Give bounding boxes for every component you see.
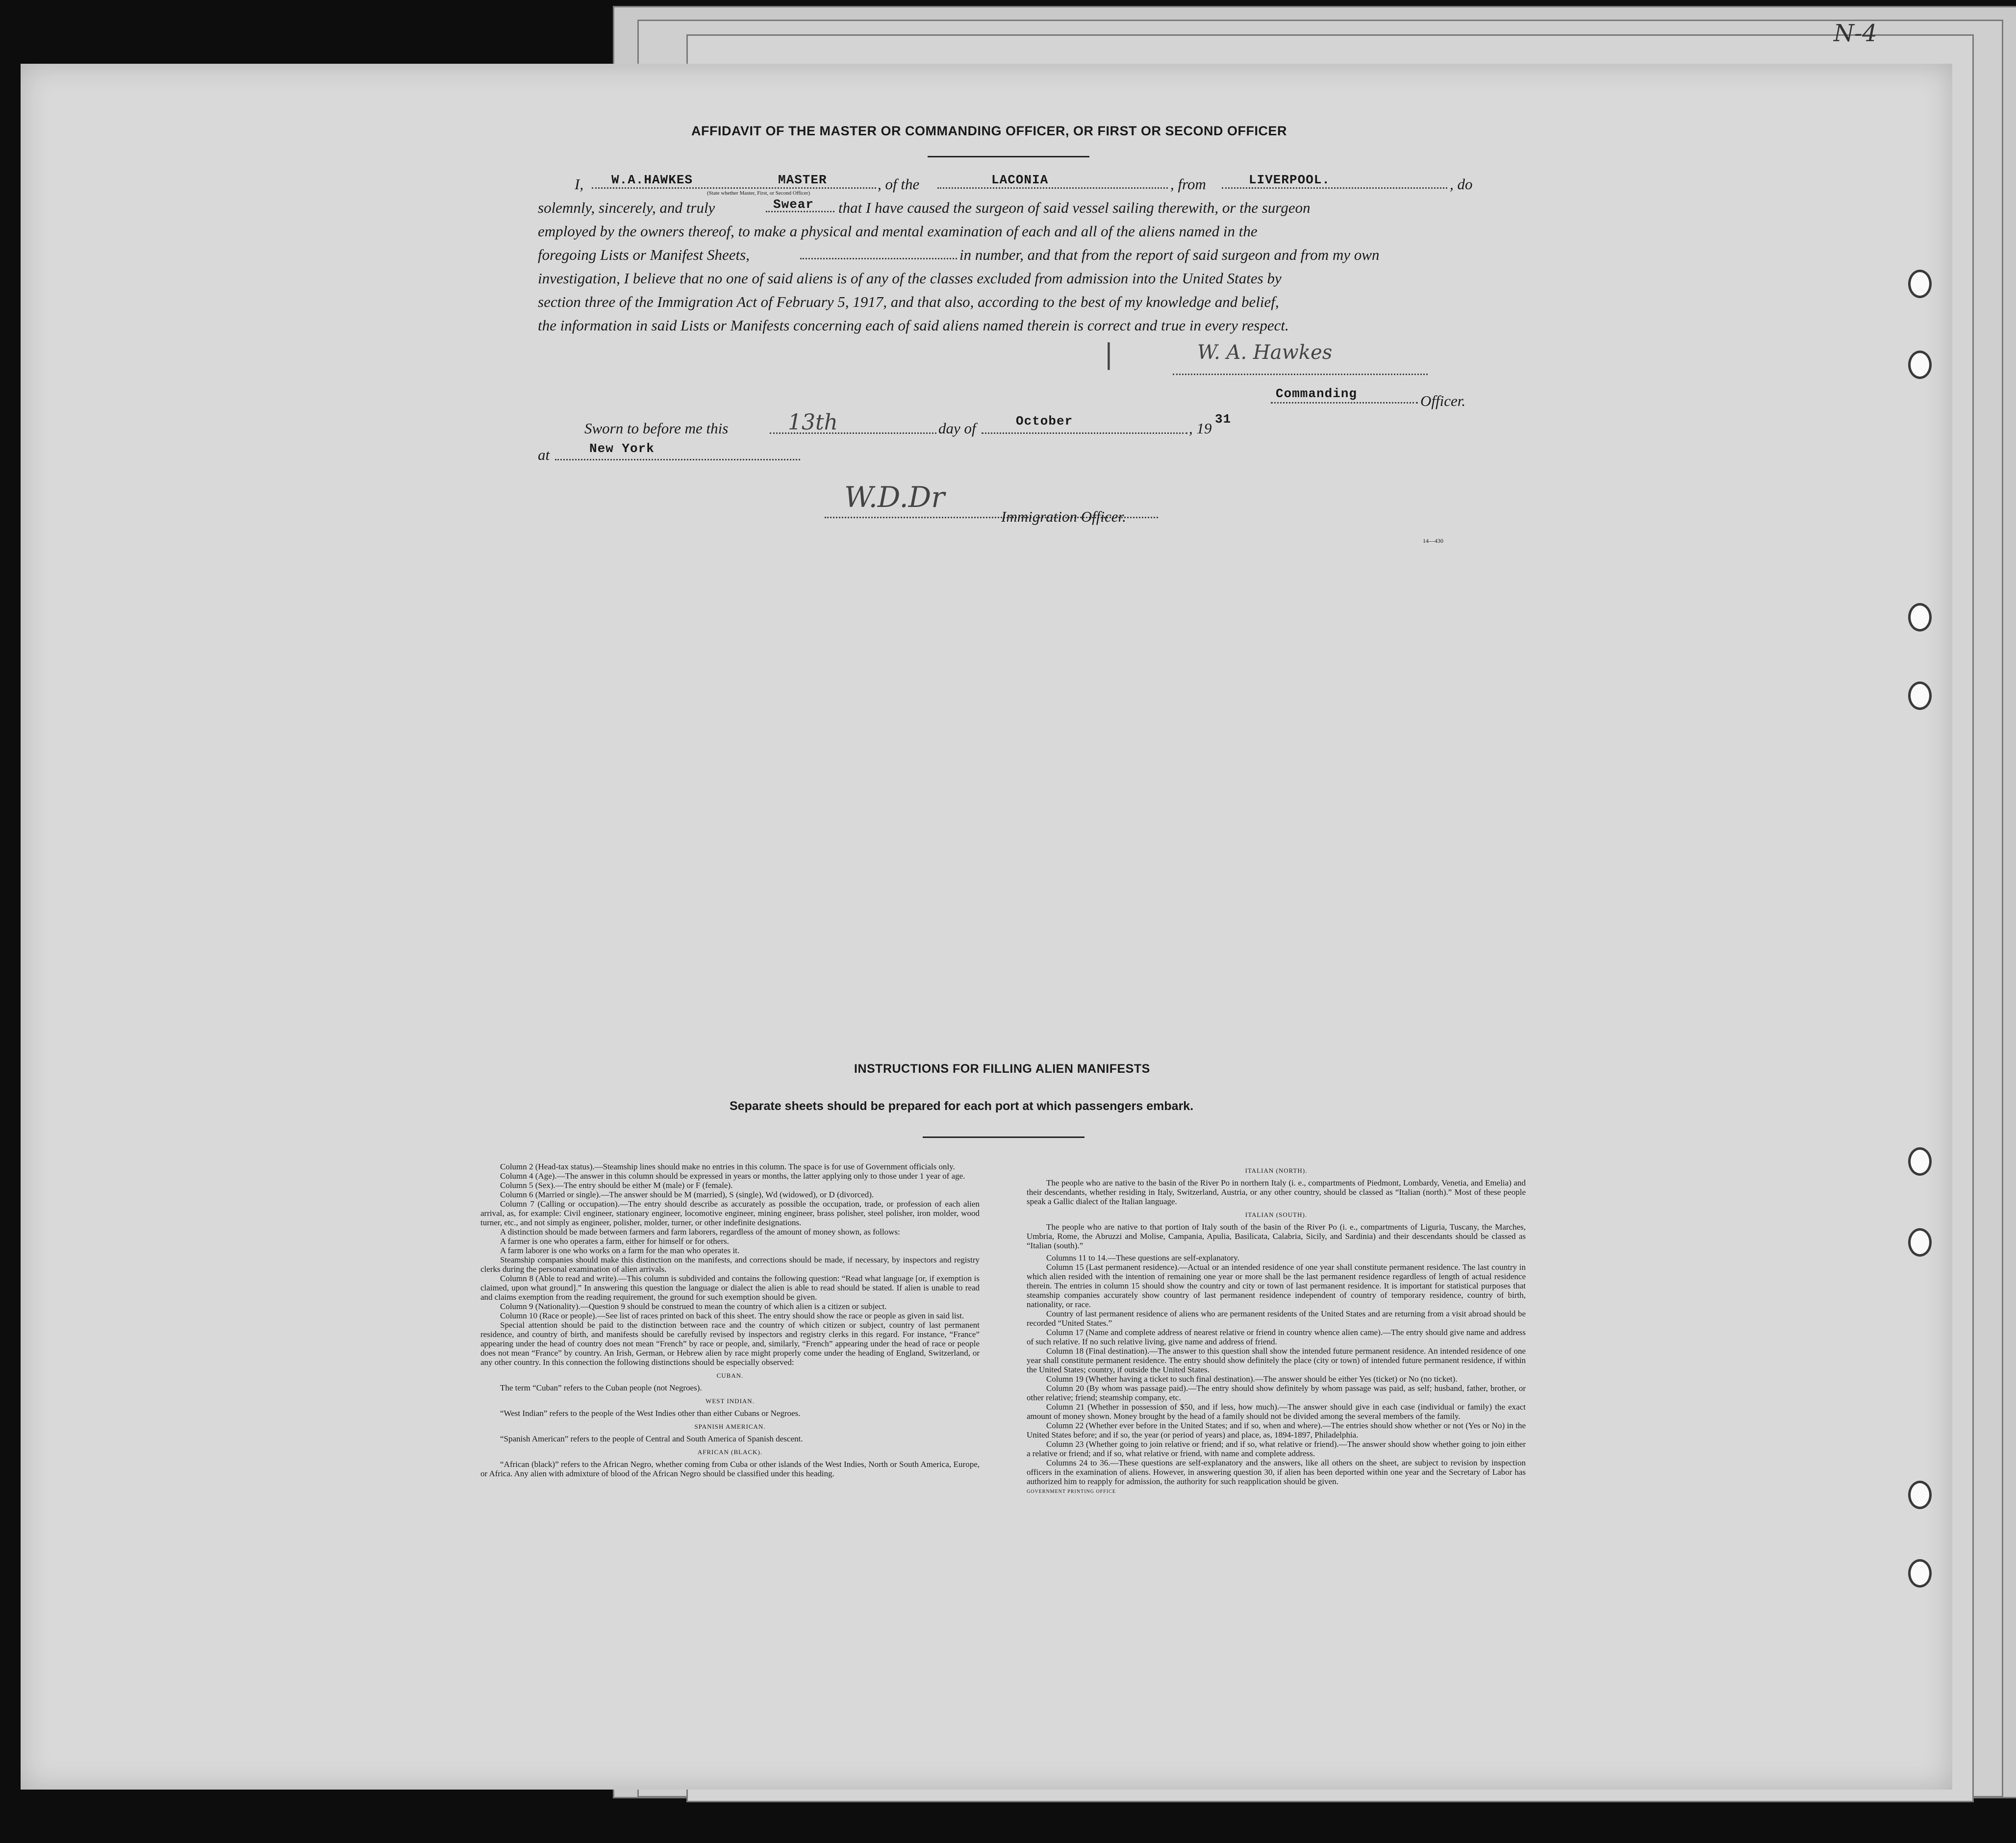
year-prefix: , 19 [1189, 420, 1212, 437]
punch-hole [1908, 682, 1932, 710]
affidavit-line-6: section three of the Immigration Act of February 5, 1917, and that also, according to the best of my knowledge and belief, [538, 293, 1279, 310]
instruction-paragraph: Special attention should be paid to the distinction between race and the country of which citizen or subject, country of last permanent residence, and country of birth, and manifests should be carefully revised by inspectors and registry clerks in this regard. For instance, “France” appearing under the head of country does not mean “French” by race or people, and, similarly, “French” appearing under the head of race or people does not mean “France” by country. An Irish, German, or Hebrew alien by race might properly come under the heading of England, Switzerland, or any other country. In this connection the following distinctions should be especially observed: [480, 1320, 980, 1367]
title-blank [1271, 402, 1418, 404]
day-of-label: day of [938, 420, 976, 437]
sworn-place: New York [589, 441, 655, 456]
affidavit-line-7: the information in said Lists or Manifests concerning each of said aliens named therein is correct and true in every respect. [538, 317, 1289, 334]
signature-blank [1173, 374, 1428, 375]
manifest-page [21, 64, 1952, 1790]
sworn-month: October [1016, 414, 1073, 429]
instruction-paragraph: Columns 11 to 14.—These questions are self-explanatory. [1046, 1253, 1239, 1262]
punch-hole [1908, 1228, 1932, 1257]
instruction-paragraph: Column 8 (Able to read and write).—This column is subdivided and contains the following question: “Read what language [or, if exemption is claimed, upon what ground].” In answering this question the language or dialect the alien is able to read should be stated. If alien is unable to read and claims exemption from the reading requirement, the ground for such exemption should be given. [480, 1274, 980, 1302]
instruction-paragraph: Column 17 (Name and complete address of nearest relative or friend in country whence alien came).—The entry should give name and address of such relative. If no such relative living, give name and address of friend. [1027, 1328, 1526, 1346]
month-blank [982, 432, 1187, 434]
affidavit-line-4b: in number, and that from the report of said surgeon and from my own [959, 246, 1380, 263]
right-paragraphs [1027, 1253, 1526, 1486]
master-signature: W. A. Hawkes [1197, 341, 1333, 364]
form-number: 14—430 [1423, 537, 1443, 544]
instruction-paragraph: Column 19 (Whether having a ticket to such final destination).—The answer should be either Yes (ticket) or No (no ticket). [1046, 1374, 1458, 1384]
oath-word: Swear [773, 197, 814, 212]
instructions-rule [923, 1136, 1084, 1138]
port-blank [1222, 187, 1447, 189]
instruction-paragraph: Column 6 (Married or single).—The answer should be M (married), S (single), Wd (widowed), or D (divorced). [500, 1190, 874, 1199]
sworn-day: 13th [788, 410, 838, 435]
instruction-paragraph: Column 4 (Age).—The answer in this column should be expressed in years or months, the latter applying only to those under 1 year of age. [500, 1171, 965, 1181]
west-indian-text: “West Indian” refers to the people of the West Indies other than either Cubans or Negroes. [500, 1409, 801, 1418]
punch-hole [1908, 270, 1932, 298]
cuban-text: The term “Cuban” refers to the Cuban people (not Negroes). [500, 1383, 702, 1392]
at-label: at [538, 446, 550, 463]
affidavit-lead: I, [575, 176, 584, 193]
punch-hole [1908, 351, 1932, 379]
left-paragraphs [480, 1162, 980, 1367]
place-blank [555, 459, 800, 460]
officer-label: Officer. [1420, 392, 1466, 409]
signature-mark: | [1104, 338, 1113, 370]
instruction-paragraph: Steamship companies should make this distinction on the manifests, and corrections should be made, if necessary, by inspectors and registry clerks during the personal examination of alien arrivals. [480, 1255, 980, 1274]
of-the-label: , of the [878, 176, 920, 193]
african-heading: AFRICAN (BLACK). [697, 1448, 763, 1456]
italian-south-text: The people who are native to that portion of Italy south of the basin of the River Po (i. e., compartments of Liguria, Tuscany, the Marches, Umbria, Rome, the Abruzzi and Molise, Campania, Apulia, Basilicata, Calabria, Sicily, and Sardinia) and their descendants should be classed as “Italian (south).” [1027, 1222, 1526, 1250]
master-rank: MASTER [778, 173, 827, 187]
sworn-label: Sworn to before me this [584, 420, 729, 437]
instruction-paragraph: Column 21 (Whether in possession of $50, and if less, how much).—The answer should give in each case (individual or family) the exact amount of money shown. Money brought by the head of a family should not be divided among the several members of the family. [1027, 1402, 1526, 1421]
affidavit-line-2b: that I have caused the surgeon of said vessel sailing therewith, or the surgeon [838, 199, 1310, 216]
vessel-blank [937, 187, 1168, 189]
instruction-paragraph: Column 5 (Sex).—The entry should be either M (male) or F (female). [500, 1181, 733, 1190]
top-mark: N-4 [1834, 20, 1877, 47]
departure-port: LIVERPOOL. [1249, 173, 1331, 187]
african-text: “African (black)” refers to the African Negro, whether coming from Cuba or other islands of the West Indies, North or South America, Europe, or Africa. Any alien with admixture of blood of the African Negro should be classified under this heading. [480, 1460, 980, 1478]
vessel-name: LACONIA [991, 173, 1049, 187]
instructions-right-column [1027, 1162, 1526, 1496]
punch-hole [1908, 1559, 1932, 1588]
from-label: , from [1170, 176, 1206, 193]
instruction-paragraph: Column 7 (Calling or occupation).—The entry should describe as accurately as possible the occupation, trade, or profession of each alien arrival, as, for example: Civil engineer, stationary engineer, locomotive engineer, mining engineer, brass polisher, steel polisher, iron molder, wood turner, etc., and not simply as engineer, polisher, molder, turner, or other indefinite designations. [480, 1199, 980, 1227]
punch-hole [1908, 603, 1932, 631]
immigration-signature: W.D.Dr [844, 480, 945, 514]
instructions-subtitle: Separate sheets should be prepared for each port at which passengers embark. [730, 1099, 1194, 1113]
count-blank [800, 258, 957, 259]
instruction-paragraph: Column 9 (Nationality).—Question 9 should be construed to mean the country of which alien is a citizen or subject. [500, 1302, 887, 1311]
spanish-american-heading: SPANISH AMERICAN. [694, 1423, 766, 1430]
italian-north-heading: ITALIAN (NORTH). [1245, 1167, 1308, 1174]
instruction-paragraph: Column 2 (Head-tax status).—Steamship lines should make no entries in this column. The space is for use of Government officials only. [500, 1162, 955, 1171]
instruction-paragraph: Country of last permanent residence of aliens who are permanent residents of the United States and are returning from a visit abroad should be recorded “United States.” [1027, 1309, 1526, 1328]
name-blank [592, 187, 876, 189]
immigration-label: Immigration Officer. [1001, 508, 1126, 525]
instruction-paragraph: Columns 24 to 36.—These questions are self-explanatory and the answers, like all others on the sheet, are subject to revision by inspection officers in the examination of aliens. However, in answering question 30, if alien has been deported within one year and the Secretary of Labor has authorized him to reapply for admission, the authority for such reapplication should be given. [1027, 1458, 1526, 1486]
instruction-paragraph: Column 20 (By whom was passage paid).—The entry should show definitely by whom passage was paid, as self; husband, father, brother, or other relative; friend; steamship company, etc. [1027, 1384, 1526, 1402]
instructions-title: INSTRUCTIONS FOR FILLING ALIEN MANIFESTS [854, 1062, 1150, 1076]
affidavit-line-5: investigation, I believe that no one of said aliens is of any of the classes excluded from admission into the United States by [538, 270, 1282, 287]
signer-title: Commanding [1276, 386, 1358, 401]
printing-office: GOVERNMENT PRINTING OFFICE [1027, 1489, 1116, 1494]
west-indian-heading: WEST INDIAN. [706, 1397, 755, 1405]
instructions-left-column [480, 1162, 980, 1481]
title-rule [928, 156, 1089, 157]
do-label: , do [1450, 176, 1473, 193]
instruction-paragraph: Column 10 (Race or people).—See list of races printed on back of this sheet. The entry should show the race or people as given in said list. [500, 1311, 964, 1320]
year-suffix: 31 [1215, 412, 1232, 427]
instruction-paragraph: A farmer is one who operates a farm, either for himself or for others. [500, 1237, 729, 1246]
cuban-heading: CUBAN. [716, 1372, 744, 1379]
instruction-paragraph: Column 23 (Whether going to join relative or friend; and if so, what relative or friend).—The answer should show whether going to join either a relative or friend; and if so, what relative or friend, with name and complete address. [1027, 1439, 1526, 1458]
instruction-paragraph: Column 18 (Final destination).—The answer to this question shall show the intended future permanent residence. An intended residence of one year shall constitute permanent residence. The entry should show definitely the place (city or town) of intended future permanent residence, if within the United States; country, if outside the United States. [1027, 1346, 1526, 1374]
affidavit-line-3: employed by the owners thereof, to make a physical and mental examination of each and all of the aliens named in the [538, 223, 1258, 240]
italian-north-text: The people who are native to the basin of the River Po in northern Italy (i. e., compartments of Piedmont, Lombardy, Venetia, and Emelia) and their descendants, whether residing in Italy, Switzerland, Austria, or any other country, should be classed as “Italian (north).” Most of these people speak a Gallic dialect of the Italian language. [1027, 1178, 1526, 1206]
affidavit-title: AFFIDAVIT OF THE MASTER OR COMMANDING OFFICER, OR FIRST OR SECOND OFFICER [691, 124, 1287, 138]
punch-hole [1908, 1481, 1932, 1509]
rank-hint: (State whether Master, First, or Second Officer) [707, 190, 810, 196]
instruction-paragraph: A farm laborer is one who works on a farm for the man who operates it. [500, 1246, 740, 1255]
affidavit-line-2a: solemnly, sincerely, and truly [538, 199, 715, 216]
instruction-paragraph: Column 22 (Whether ever before in the United States; and if so, when and where).—The entries should show whether or not (Yes or No) in the United States before; and if so, the year (or period of years) and place, as, 1894-1897, Philadelphia. [1027, 1421, 1526, 1439]
instruction-paragraph: Column 15 (Last permanent residence).—Actual or an intended residence of one year shall constitute permanent residence. The last country in which alien resided with the intention of remaining one year or more shall be the last permanent residence regardless of length of actual residence therein. The entries in column 15 should show the country and city or town of last permanent residence. It is important for statistical purposes that steamship companies accurately show country of last permanent residence independent of country of temporary residence, country of birth, nationality, or race. [1027, 1262, 1526, 1309]
italian-south-heading: ITALIAN (SOUTH). [1245, 1211, 1308, 1218]
master-name: W.A.HAWKES [611, 173, 693, 187]
affidavit-line-4a: foregoing Lists or Manifest Sheets, [538, 246, 750, 263]
punch-hole [1908, 1147, 1932, 1176]
spanish-american-text: “Spanish American” refers to the people of Central and South America of Spanish descent. [500, 1434, 803, 1443]
instruction-paragraph: A distinction should be made between farmers and farm laborers, regardless of the amount of money shown, as follows: [500, 1227, 900, 1237]
